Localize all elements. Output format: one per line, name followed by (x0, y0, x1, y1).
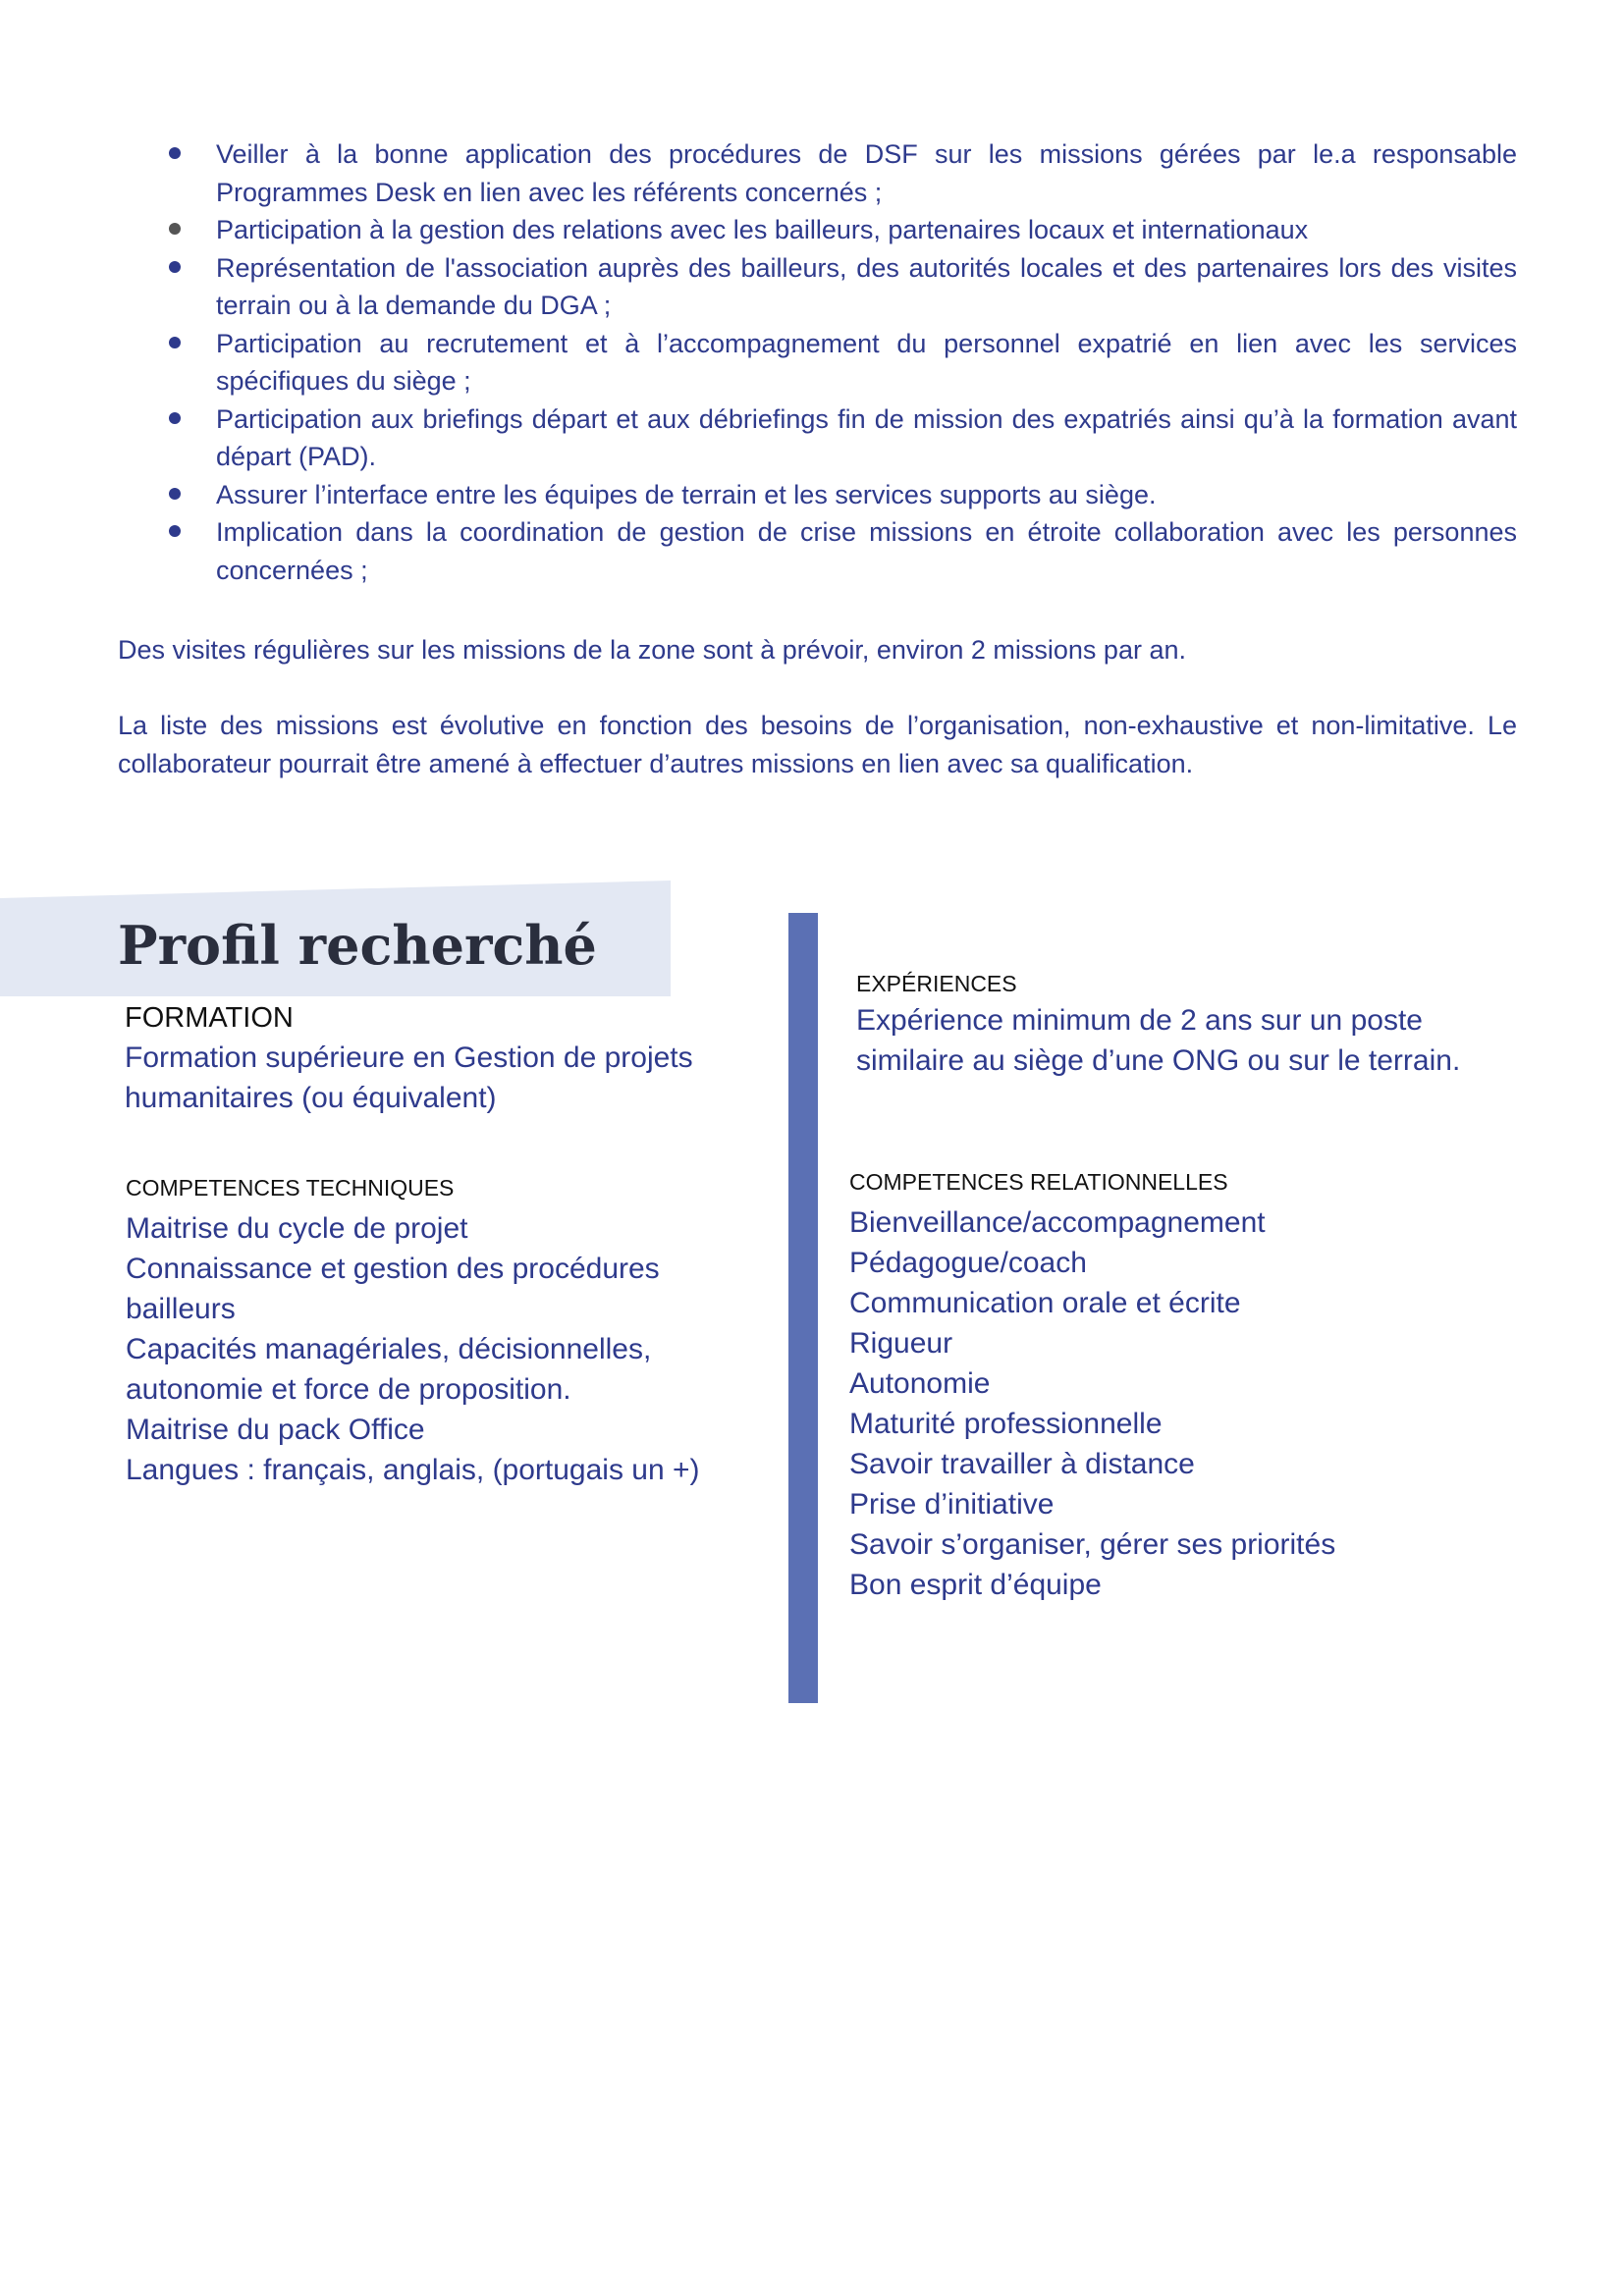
list-item (118, 513, 1517, 589)
technical-skill-line: Capacités managériales, décisionnelles, (126, 1333, 652, 1365)
technical-skill-line: bailleurs (126, 1293, 236, 1325)
list-item (118, 325, 1517, 400)
list-item (118, 135, 1517, 211)
list-item (118, 476, 1517, 514)
relational-skill-line: Bienveillance/accompagnement (849, 1206, 1266, 1239)
bullet-text: Participation aux briefings départ et aux débriefings fin de mission des expatriés ainsi qu’à la formation avant départ (PAD). (216, 403, 1517, 471)
missions-bullet-list (118, 135, 1517, 589)
bullet-text: Représentation de l'association auprès des bailleurs, des autorités locales et des partenaires lors des visites terrain ou à la demande du DGA ; (216, 252, 1517, 320)
relational-skill-line: Rigueur (849, 1327, 953, 1360)
bullet-dot-icon (169, 223, 181, 235)
list-item (118, 211, 1517, 249)
bullet-dot-icon (169, 337, 181, 348)
relational-skills-block (849, 1165, 1537, 1605)
bullet-dot-icon (169, 488, 181, 500)
experiences-label: EXPÉRIENCES (856, 971, 1017, 996)
formation-label: FORMATION (125, 1002, 294, 1034)
missions-note-paragraph: La liste des missions est évolutive en fonction des besoins de l’organisation, non-exhaustive et non-limitative. Le collaborateur pourrait être amené à effectuer d’autres missions en lien avec sa qualification. (118, 711, 1517, 778)
relational-skill-line: Pédagogue/coach (849, 1247, 1087, 1279)
technical-skills-label: COMPETENCES TECHNIQUES (126, 1175, 455, 1201)
relational-skill-line: Bon esprit d’équipe (849, 1569, 1102, 1601)
technical-skill-line: Maitrise du cycle de projet (126, 1212, 468, 1245)
formation-line: Formation supérieure en Gestion de projets (125, 1041, 693, 1074)
column-divider (788, 913, 818, 1703)
relational-skill-line: Savoir travailler à distance (849, 1448, 1195, 1480)
bullet-text: Assurer l’interface entre les équipes de terrain et les services supports au siège. (216, 479, 1157, 509)
bullet-text: Participation à la gestion des relations avec les bailleurs, partenaires locaux et internationaux (216, 215, 1309, 244)
bullet-dot-icon (169, 525, 181, 537)
bullet-text: Veiller à la bonne application des procédures de DSF sur les missions gérées par le.a responsable Programmes Desk en lien avec les référents concernés ; (216, 139, 1517, 207)
technical-skills-block (126, 1171, 754, 1490)
bullet-dot-icon (169, 412, 181, 424)
experiences-line: Expérience minimum de 2 ans sur un poste (856, 1004, 1423, 1037)
formation-block (125, 998, 753, 1118)
section-title: Profil recherché (118, 914, 597, 977)
relational-skills-label: COMPETENCES RELATIONNELLES (849, 1169, 1228, 1195)
relational-skill-line: Communication orale et écrite (849, 1287, 1241, 1319)
bullet-text: Participation au recrutement et à l’accompagnement du personnel expatrié en lien avec les services spécifiques du siège ; (216, 328, 1517, 396)
experiences-line: similaire au siège d’une ONG ou sur le terrain. (856, 1044, 1461, 1077)
relational-skill-line: Savoir s’organiser, gérer ses priorités (849, 1528, 1336, 1561)
relational-skill-line: Prise d’initiative (849, 1488, 1055, 1521)
technical-skill-line: autonomie et force de proposition. (126, 1373, 571, 1406)
list-item (118, 249, 1517, 325)
formation-line: humanitaires (ou équivalent) (125, 1082, 497, 1114)
technical-skill-line: Maitrise du pack Office (126, 1414, 425, 1446)
bullet-dot-icon (169, 147, 181, 159)
visits-paragraph: Des visites régulières sur les missions de la zone sont à prévoir, environ 2 missions par an. (118, 635, 1186, 665)
technical-skill-line: Langues : français, anglais, (portugais un +) (126, 1454, 700, 1486)
list-item (118, 400, 1517, 476)
bullet-text: Implication dans la coordination de gestion de crise missions en étroite collaboration avec les personnes concernées ; (216, 517, 1517, 585)
experiences-block (856, 967, 1543, 1081)
relational-skill-line: Autonomie (849, 1367, 991, 1400)
relational-skill-line: Maturité professionnelle (849, 1408, 1163, 1440)
technical-skill-line: Connaissance et gestion des procédures (126, 1253, 660, 1285)
bullet-dot-icon (169, 261, 181, 273)
